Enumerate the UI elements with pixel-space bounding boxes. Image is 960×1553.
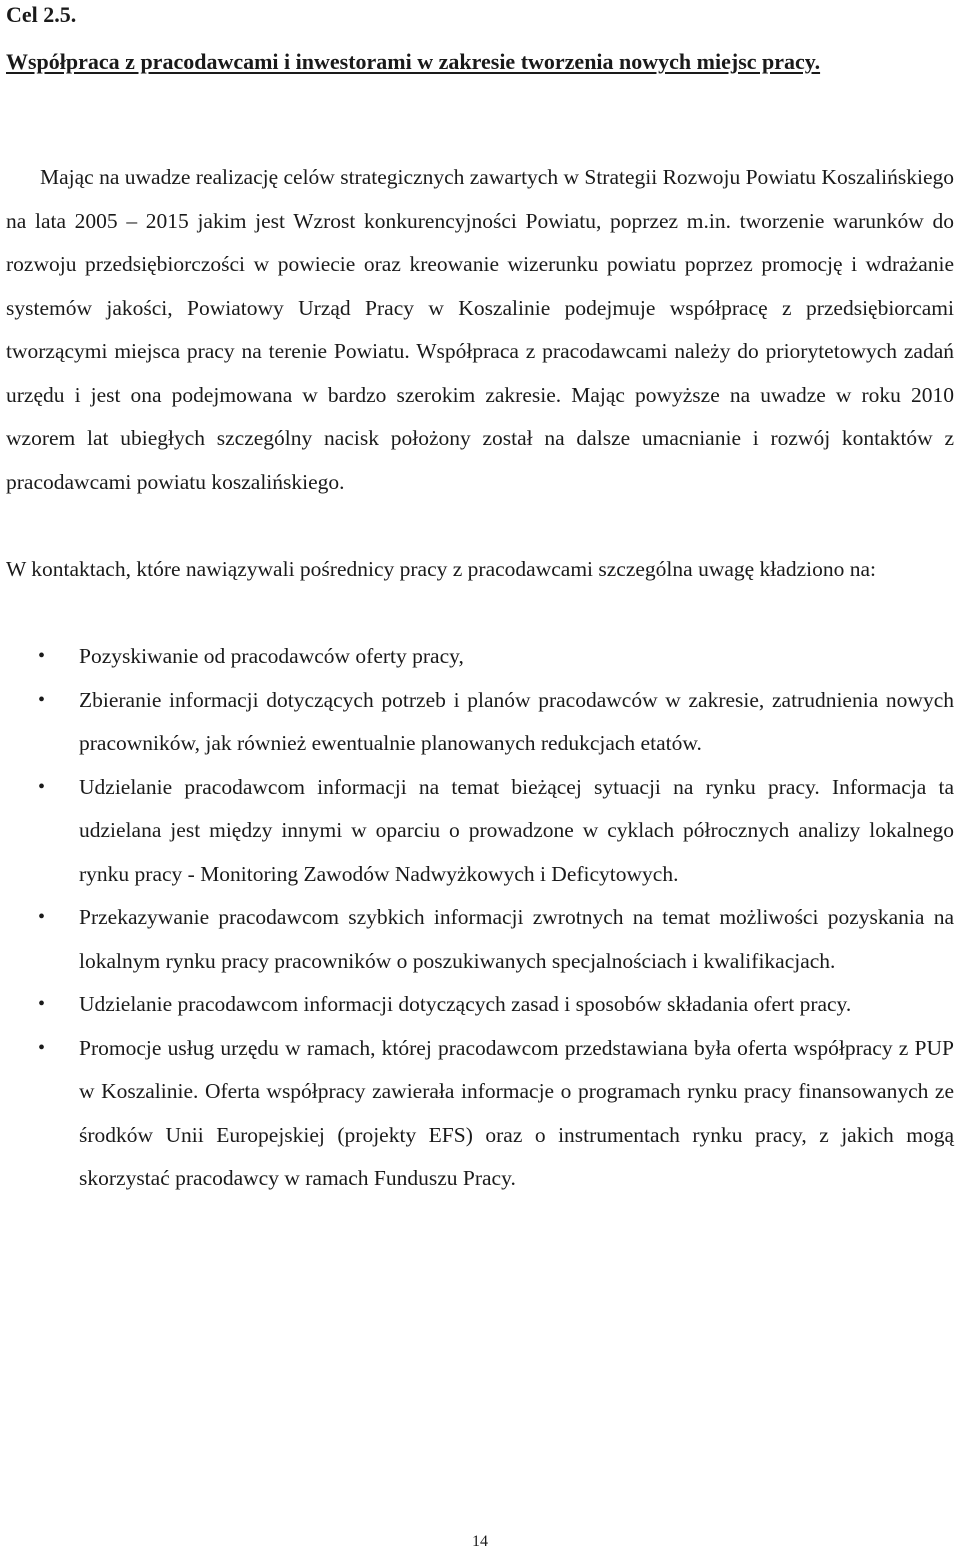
list-item-text: Zbieranie informacji dotyczących potrzeb i planów pracodawców w zakresie, zatrudnienia nowych pracowników, jak również ewentualnie planowanych redukcjach etatów.	[79, 687, 954, 755]
bullet-icon: •	[38, 688, 46, 711]
list-item	[0, 896, 954, 983]
list-item	[0, 635, 954, 679]
list-item	[0, 766, 954, 897]
bullet-list	[0, 635, 960, 1201]
list-item-text: Promocje usług urzędu w ramach, której pracodawcom przedstawiana była oferta współpracy z PUP w Koszalinie. Oferta współpracy zawierała informacje o programach rynku pracy finansowanych ze środków Unii Europejskiej (projekty EFS) oraz o instrumentach rynku pracy, z jakich mogą skorzystać pracodawcy w ramach Funduszu Pracy.	[79, 1035, 954, 1190]
section-number: Cel 2.5.	[6, 2, 77, 27]
bullet-icon: •	[38, 993, 46, 1015]
list-item-text: Pozyskiwanie od pracodawców oferty pracy,	[79, 644, 464, 668]
bullet-icon: •	[38, 645, 46, 667]
section-title: Współpraca z pracodawcami i inwestorami w zakresie tworzenia nowych miejsc pracy.	[6, 49, 821, 74]
page-number: 14	[472, 1533, 488, 1550]
list-item-text: Przekazywanie pracodawcom szybkich informacji zwrotnych na temat możliwości pozyskania na lokalnym rynku pracy pracowników o poszukiwanych specjalnościach i kwalifikacjach.	[79, 905, 954, 973]
list-item	[0, 1027, 954, 1201]
bullet-icon: •	[38, 775, 46, 798]
bullet-icon: •	[38, 1036, 46, 1059]
bullet-icon: •	[38, 906, 46, 928]
list-item-text: Udzielanie pracodawcom informacji dotyczących zasad i sposobów składania ofert pracy.	[79, 992, 852, 1016]
list-item-text: Udzielanie pracodawcom informacji na temat bieżącej sytuacji na rynku pracy. Informacja ta udzielana jest między innymi w oparciu o prowadzone w cyklach półrocznych analizy lokalnego rynku pracy - Monitoring Zawodów Nadwyżkowych i Deficytowych.	[79, 774, 954, 886]
list-intro-paragraph: W kontaktach, które nawiązywali pośrednicy pracy z pracodawcami szczególna uwagę kładziono na:	[6, 557, 876, 581]
intro-paragraph: Mając na uwadze realizację celów strategicznych zawartych w Strategii Rozwoju Powiatu Koszalińskiego na lata 2005 – 2015 jakim jest Wzrost konkurencyjności Powiatu, poprzez m.in. tworzenie warunków do rozwoju przedsiębiorczości w powiecie oraz kreowanie wizerunku powiatu poprzez promocję i wdrażanie systemów jakości, Powiatowy Urząd Pracy w Koszalinie podejmuje współpracę z przedsiębiorcami tworzącymi miejsca pracy na terenie Powiatu. Współpraca z pracodawcami należy do priorytetowych zadań urzędu i jest ona podejmowana w bardzo szerokim zakresie. Mając powyższe na uwadze w roku 2010 wzorem lat ubiegłych szczególny nacisk położony został na dalsze umacnianie i rozwój kontaktów z pracodawcami powiatu koszalińskiego.	[6, 165, 954, 494]
list-item	[0, 679, 954, 766]
list-item	[0, 983, 954, 1027]
